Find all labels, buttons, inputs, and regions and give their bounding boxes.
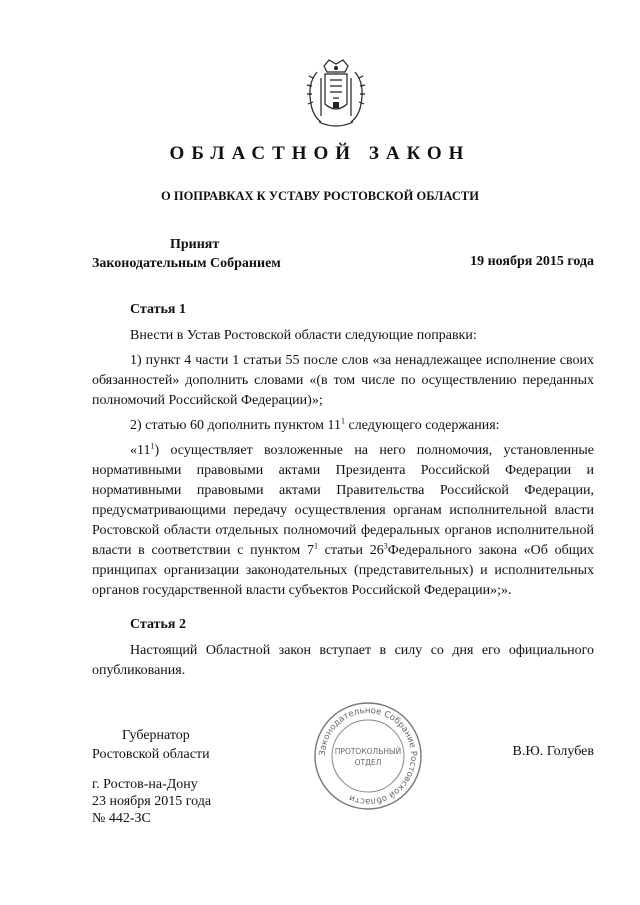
- signatory-position: [92, 726, 210, 764]
- adoption-line2: Законодательным Собранием: [92, 256, 281, 271]
- issue-place: г. Ростов-на-Дону: [92, 777, 198, 792]
- article1-item1: 1) пункт 4 части 1 статьи 55 после слов «за ненадлежащее исполнение своих обязанностей» дополнить словами «(в том числе по осуществлению переданных полномочий Российской Федерации)»;: [92, 353, 594, 408]
- adoption-block: [92, 235, 281, 273]
- law-title: ОБЛАСТНОЙ ЗАКОН: [169, 143, 471, 164]
- article1-quote: «$11^1$) осуществляет возложенные на него полномочия, установленные нормативными правовыми актами Президента Российской Федерации и нормативными правовыми актами Правительства Российской Федерации, предусматривающими передачу осуществления органам исполнительной власти Ростовской области отдельных полномочий федеральных органов исполнительной власти в соответствии с пунктом $7^1$ статьи $26^3Федерального$ закона «Об общих принципах организации законодательных (представительных) и исполнительных органов государственной власти субъектов Российской Федерации»;».: [92, 441, 594, 598]
- coat-of-arms-icon: [297, 56, 375, 132]
- signatory-name: В.Ю. Голубев: [512, 744, 594, 759]
- stamp-center-line1: ПРОТОКОЛЬНЫЙ: [334, 747, 402, 756]
- stamp-ring-text: Законодательное Собрание Ростовской области: [317, 705, 419, 807]
- issue-date: 23 ноября 2015 года: [92, 794, 212, 809]
- issue-details: [92, 776, 211, 827]
- position-line1: Губернатор: [122, 728, 190, 743]
- article1-item2: 2) статью 60 дополнить пунктом $11^1$ следующего содержания:: [130, 416, 500, 433]
- article2-text: Настоящий Областной закон вступает в силу со дня его официального опубликования.: [92, 643, 594, 678]
- article1-intro: Внести в Устав Ростовской области следующие поправки:: [130, 328, 477, 343]
- stamp-center-line2: ОТДЕЛ: [354, 758, 382, 767]
- adoption-line1: Принят: [170, 237, 220, 252]
- article2-heading: Статья 2: [130, 617, 186, 632]
- position-line2: Ростовской области: [92, 747, 210, 762]
- law-subtitle: О ПОПРАВКАХ К УСТАВУ РОСТОВСКОЙ ОБЛАСТИ: [161, 189, 479, 203]
- official-stamp: [312, 700, 424, 812]
- article1-heading: Статья 1: [130, 302, 186, 317]
- law-number: № 442-ЗС: [92, 811, 151, 826]
- law-body: [92, 300, 594, 686]
- adoption-date: 19 ноября 2015 года: [470, 254, 594, 269]
